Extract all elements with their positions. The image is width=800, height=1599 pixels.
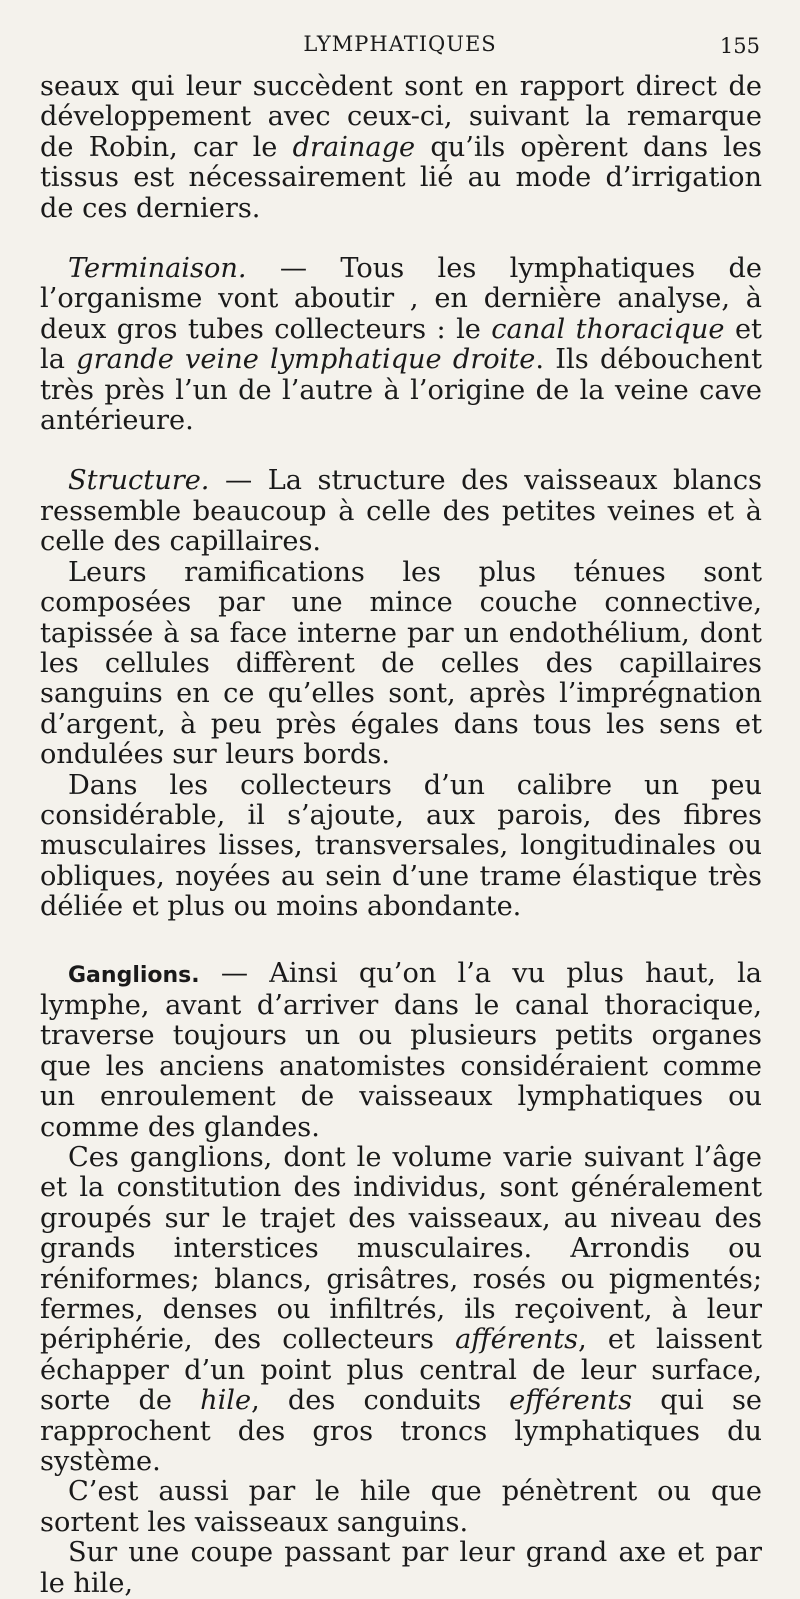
heading-terminaison: Terminaison. [68, 253, 247, 285]
heading-ganglions: Ganglions. [68, 962, 200, 988]
emphasis-canal-thoracique: canal thoracique [491, 313, 725, 345]
paragraph-ganglions: Ganglions. — Ainsi qu’on l’a vu plus haut, la lymphe, avant d’arriver dans le canal thoracique, traverse toujours un ou plusieurs petits organes que les anciens anatomistes considéraient comme un enroulement de vaisseaux lymphatiques ou comme des glandes. [40, 957, 762, 1143]
heading-structure: Structure. [68, 465, 210, 497]
page-number: 155 [719, 34, 760, 58]
paragraph-ramifications: Leurs ramifications les plus ténues sont composées par une mince couche connective, tapissée à sa face interne par un endothélium, dont les cellules diffèrent de celles des capillaires sanguins en ce qu’elles sont, après l’imprégnation d’argent, à peu près égales dans tous les sens et ondulées sur leurs bords. [40, 556, 762, 771]
paragraph-continuation: seaux qui leur succèdent sont en rapport direct de développement avec ceux-ci, suivant la remarque de Robin, car le drainage qu’ils opèrent dans les tissus est nécessairement lié au mode d’irrigation de ces derniers. [40, 71, 762, 224]
emphasis-hile: hile [200, 1385, 252, 1417]
paragraph-hile: C’est aussi par le hile que pénètrent ou que sortent les vaisseaux sanguins. [40, 1476, 762, 1538]
body-text [40, 72, 762, 1599]
running-title: LYMPHATIQUES [303, 32, 497, 56]
emphasis-afferents: afférents [455, 1324, 579, 1356]
emphasis-grande-veine: grande veine lymphatique droite [76, 344, 536, 376]
page-header [40, 32, 760, 62]
emphasis-drainage: drainage [292, 131, 416, 163]
paragraph-coupe: Sur une coupe passant par leur grand axe et par le hile, [40, 1537, 762, 1599]
emphasis-efferents: efférents [509, 1385, 633, 1417]
paragraph-collecteurs: Dans les collecteurs d’un calibre un peu considérable, il s’ajoute, aux parois, des fibres musculaires lisses, transversales, longitudinales ou obliques, noyées au sein d’une trame élastique très déliée et plus ou moins abondante. [40, 769, 762, 923]
paragraph-ces-ganglions: Ces ganglions, dont le volume varie suivant l’âge et la constitution des individus, sont généralement groupés sur le trajet des vaisseaux, au niveau des grands interstices musculaires. Arrondis ou réniformes; blancs, grisâtres, rosés ou pigmentés; fermes, denses ou infiltrés, ils reçoivent, à leur périphérie, des collecteurs afférents, et laissent échapper d’un point plus central de leur surface, sorte de hile, des conduits efférents qui se rapprochent des gros troncs lymphatiques du système. [40, 1142, 763, 1478]
paragraph-structure: Structure. — La structure des vaisseaux blancs ressemble beaucoup à celle des petites veines et à celle des capillaires. [40, 465, 762, 558]
paragraph-terminaison: Terminaison. — Tous les lymphatiques de l’organisme vont aboutir , en dernière analyse, à deux gros tubes collecteurs : le canal thoracique et la grande veine lymphatique droite. Ils débouchent très près l’un de l’autre à l’origine de la veine cave antérieure. [40, 253, 762, 437]
